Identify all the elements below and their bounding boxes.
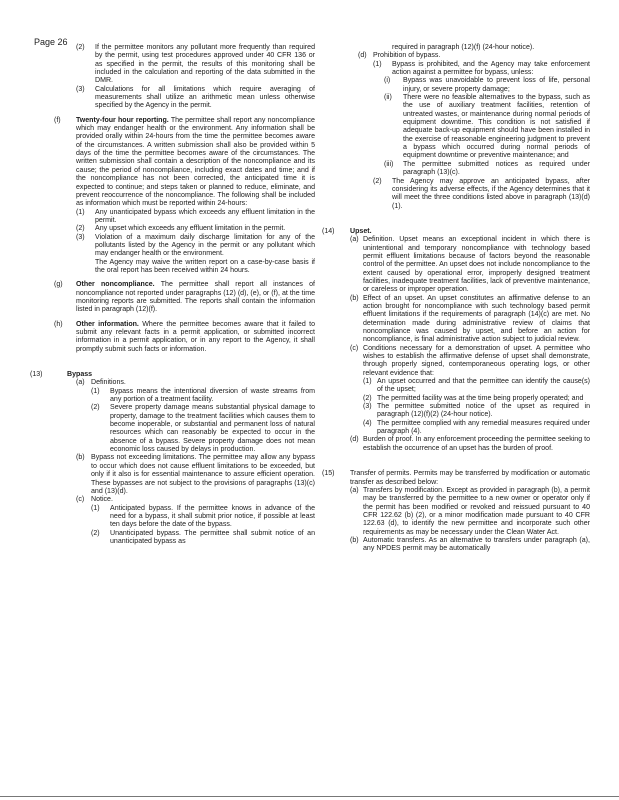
- item-letter: (c): [76, 496, 85, 504]
- item-text: The permittee shall report any noncompliance which may endanger health or the environment. Any information shall be provided orally within 24-hours from the time the permittee becomes aware of the circumstances. A written submission shall also be provided within 5 days of the time the permittee becomes aware of the circumstances. The written submission shall contain a description of the noncompliance and its cause; the period of noncompliance, including exact dates and time; and if the noncompliance has not been corrected, the anticipated time it is expected to continue; and steps taken or planned to reduce, eliminate, and prevent reoccurrence of the noncompliance. The following shall be included as information which must be reported within 24-hours:: [76, 116, 315, 208]
- item-text: Burden of proof. In any enforcement proceeding the permittee seeking to establish the occurrence of an upset has the burden of proof.: [363, 436, 590, 452]
- item-letter: (d): [358, 52, 367, 60]
- paragraph-14c: [322, 345, 590, 378]
- section-heading: Bypass: [67, 371, 93, 379]
- paragraph-13c-heading: [30, 496, 315, 504]
- item-number: (4): [363, 419, 372, 427]
- section-heading: Twenty-four hour reporting.: [76, 116, 169, 124]
- item-text: Bypass was unavoidable to prevent loss of life, personal injury, or severe property damage;: [403, 77, 590, 93]
- paragraph-12e-2: [30, 44, 315, 86]
- item-letter: (b): [76, 454, 85, 462]
- paragraph-13d-1-iii: [322, 161, 590, 178]
- paragraph-13c-2-continued: required in paragraph (12)(f) (24-hour notice).: [392, 44, 535, 51]
- paragraph-14c-1: [322, 378, 590, 395]
- item-title: Prohibition of bypass.: [373, 52, 441, 60]
- item-number: (i): [384, 77, 391, 85]
- paragraph-13d-1: [322, 61, 590, 78]
- item-text: The permittee complied with any remedial measures required under paragraph (4).: [377, 419, 590, 436]
- section-number: (14): [322, 227, 335, 235]
- item-content: [76, 321, 315, 354]
- item-number: (2): [91, 529, 100, 537]
- paragraph-13c-1: [30, 505, 315, 530]
- section-number: (15): [322, 470, 335, 478]
- paragraph-14a: [322, 236, 590, 294]
- item-number: (2): [76, 44, 85, 51]
- paragraph-13a-heading: [30, 379, 315, 387]
- footer-rule: [0, 796, 619, 797]
- left-column: [30, 44, 315, 546]
- item-letter: (a): [350, 486, 359, 494]
- item-number: (2): [91, 404, 100, 412]
- paragraph-15b: [322, 537, 590, 554]
- section-number: (13): [30, 371, 43, 379]
- item-text: The permitted facility was at the time being properly operated; and: [377, 394, 584, 402]
- paragraph-12g: [30, 281, 315, 314]
- section-heading: Other information.: [76, 320, 139, 328]
- item-text: Any unanticipated bypass which exceeds any effluent limitation in the permit.: [95, 208, 315, 224]
- item-text: Severe property damage means substantial physical damage to property, damage to the treatment facilities which causes them to become inoperable, or substantial and permanent loss of natural resources which can reasonably be expected to occur in the absence of a bypass. Severe property damage does not mean economic loss caused by delays in production.: [110, 404, 315, 454]
- paragraph-14c-4: [322, 420, 590, 437]
- paragraph-13d-2: [322, 178, 590, 211]
- section-heading: Upset.: [350, 227, 372, 235]
- item-number: (3): [363, 403, 372, 411]
- item-number: (1): [76, 208, 85, 216]
- paragraph-15a: [322, 487, 590, 537]
- item-letter: (g): [54, 281, 63, 289]
- item-text: Effect of an upset. An upset constitutes an affirmative defense to an action brought for noncompliance with such technology based permit effluent limitations if the requirements of paragraph (14)(c) are met. No determination made during administrative review of claims that noncompliance was caused by upset, and before an action for noncompliance, is final administrative action subject to judicial review.: [363, 294, 590, 344]
- item-number: (3): [76, 233, 85, 241]
- item-letter: (h): [54, 320, 63, 328]
- item-letter: (c): [350, 344, 359, 352]
- paragraph-14c-3: [322, 403, 590, 420]
- item-letter: (a): [350, 236, 359, 244]
- paragraph-12f: [30, 117, 315, 209]
- item-text: The permittee submitted notices as required under paragraph (13)(c).: [403, 160, 590, 177]
- waiver-note: The Agency may waive the written report on a case-by-case basis if the oral report has been received within 24 hours.: [95, 258, 315, 274]
- item-letter: (d): [350, 436, 359, 444]
- item-number: (2): [76, 225, 85, 233]
- item-content: [76, 281, 315, 314]
- paragraph-14d: [322, 436, 590, 453]
- item-text: Unanticipated bypass. The permittee shall submit notice of an unanticipated bypass as: [110, 529, 315, 545]
- item-letter: (b): [350, 294, 359, 302]
- item-text: There were no feasible alternatives to the bypass, such as the use of auxiliary treatment facilities, retention of untreated wastes, or maintenance during normal periods of equipment downtime. This condition is not satisfied if adequate back-up equipment should have been installed in the exercise of reasonable engineering judgment to prevent a bypass which occurred during normal periods of equipment downtime or preventive maintenance; and: [403, 94, 590, 160]
- item-text: Conditions necessary for a demonstration of upset. A permittee who wishes to establish the affirmative defense of upset shall demonstrate, through properly signed, contemporaneous operating logs, or other relevant evidence that:: [363, 344, 590, 377]
- section-13-heading: [30, 371, 315, 379]
- paragraph-14c-2: [322, 395, 590, 403]
- item-text: An upset occurred and that the permittee can identify the cause(s) of the upset;: [377, 378, 590, 394]
- paragraph-13d-1-i: [322, 77, 590, 94]
- item-text: Calculations for all limitations which require averaging of measurements shall utilize an arithmetic mean unless otherwise specified by the Agency in the permit.: [95, 85, 315, 110]
- paragraph-13a-1: [30, 388, 315, 405]
- paragraph-13a-2: [30, 404, 315, 454]
- item-letter: (f): [54, 116, 61, 124]
- section-14-heading: [322, 228, 590, 236]
- item-text: Any upset which exceeds any effluent limitation in the permit.: [95, 225, 286, 233]
- item-text: Bypass means the intentional diversion of waste streams from any portion of a treatment facility.: [110, 387, 315, 404]
- item-text: Where the permittee becomes aware that it failed to submit any relevant facts in a permit application, or submitted incorrect information in a permit application, or in any report to the Agency, it shall promptly submit such facts or information.: [76, 320, 315, 353]
- paragraph-13d-1-ii: [322, 94, 590, 161]
- paragraph-13b: [30, 454, 315, 496]
- item-number: (1): [91, 387, 100, 395]
- item-text: Violation of a maximum daily discharge limitation for any of the pollutants listed by the Agency in the permit or any pollutant which may endanger health or the environment.: [95, 233, 315, 258]
- paragraph-12f-2: [30, 225, 315, 233]
- item-text: The permittee may allow any bypass to occur which does not cause effluent limitations to be exceeded, but only if it also is for essential maintenance to assure efficient operation. These bypasses are not subject to the provisions of paragraphs (13)(c) and (13)(d).: [91, 454, 315, 495]
- item-title: Definitions.: [91, 379, 126, 387]
- item-text: The permittee shall report all instances of noncompliance not reported under paragraphs (12) (d), (e), or (f), at the time monitoring reports are submitted. The reports shall contain the information listed in paragraph (12)(f).: [76, 281, 315, 314]
- item-text: Automatic transfers. As an alternative to transfers under paragraph (a), any NPDES permit may be automatically: [363, 536, 590, 553]
- item-number: (1): [91, 504, 100, 512]
- item-number: (1): [363, 378, 372, 386]
- item-text: Anticipated bypass. If the permittee knows in advance of the need for a bypass, it shall submit prior notice, if possible at least ten days before the date of the bypass.: [110, 504, 315, 529]
- item-number: (ii): [384, 94, 392, 102]
- paragraph-13d-heading: [322, 52, 590, 60]
- item-title: Bypass not exceeding limitations.: [91, 454, 197, 462]
- item-letter: (b): [350, 536, 359, 544]
- item-content: [91, 454, 315, 496]
- item-text: Transfers by modification. Except as provided in paragraph (b), a permit may be transferred by the permittee to a new owner or operator only if the permit has been modified or revoked and reissued pursuant to 40 CFR 122.62 (b) (2), or a minor modification made pursuant to 40 CFR 122.63 (d), to identify the new permittee and incorporate such other requirements as may be necessary under the Clean Water Act.: [363, 486, 590, 536]
- section-heading: Other noncompliance.: [76, 281, 155, 289]
- paragraph-12h: [30, 321, 315, 354]
- item-text: If the permittee monitors any pollutant more frequently than required by the permit, using test procedures approved under 40 CFR 136 or as specified in the permit, the results of this monitoring shall be included in the calculation and reporting of the data submitted in the DMR.: [95, 44, 315, 85]
- item-text: Definition. Upset means an exceptional incident in which there is unintentional and temporary noncompliance with technology based permit effluent limitations because of factors beyond the reasonable control of the permittee. An upset does not include noncompliance to the extent caused by operational error, improperly designed treatment facilities, inadequate treatment facilities, lack of preventive maintenance, or careless or improper operation.: [363, 236, 590, 294]
- item-text: Bypass is prohibited, and the Agency may take enforcement action against a permittee for bypass, unless:: [392, 60, 590, 77]
- item-text: Transfer of permits. Permits may be transferred by modification or automatic transfer as described below:: [350, 470, 590, 486]
- item-number: (2): [373, 177, 382, 185]
- item-title: Notice.: [91, 496, 113, 504]
- paragraph-12f-3: [30, 234, 315, 259]
- paragraph-12e-3: [30, 86, 315, 111]
- item-content: [76, 117, 315, 209]
- item-number: (3): [76, 85, 85, 93]
- item-letter: (a): [76, 379, 85, 387]
- item-text: The permittee submitted notice of the upset as required in paragraph (12)(f)(2) (24-hour notice).: [377, 403, 590, 419]
- item-number: (1): [373, 60, 382, 68]
- paragraph-13c-2: [30, 530, 315, 547]
- item-text: The Agency may approve an anticipated bypass, after considering its adverse effects, if the Agency determines that it will meet the three conditions listed above in paragraph (13)(d)(1).: [392, 177, 590, 210]
- paragraph-14b: [322, 295, 590, 345]
- item-number: (iii): [384, 160, 394, 168]
- page-number: Page 26: [34, 37, 68, 47]
- section-15: [322, 470, 590, 487]
- right-column: [322, 44, 590, 554]
- paragraph-12f-1: [30, 209, 315, 226]
- item-number: (2): [363, 394, 372, 402]
